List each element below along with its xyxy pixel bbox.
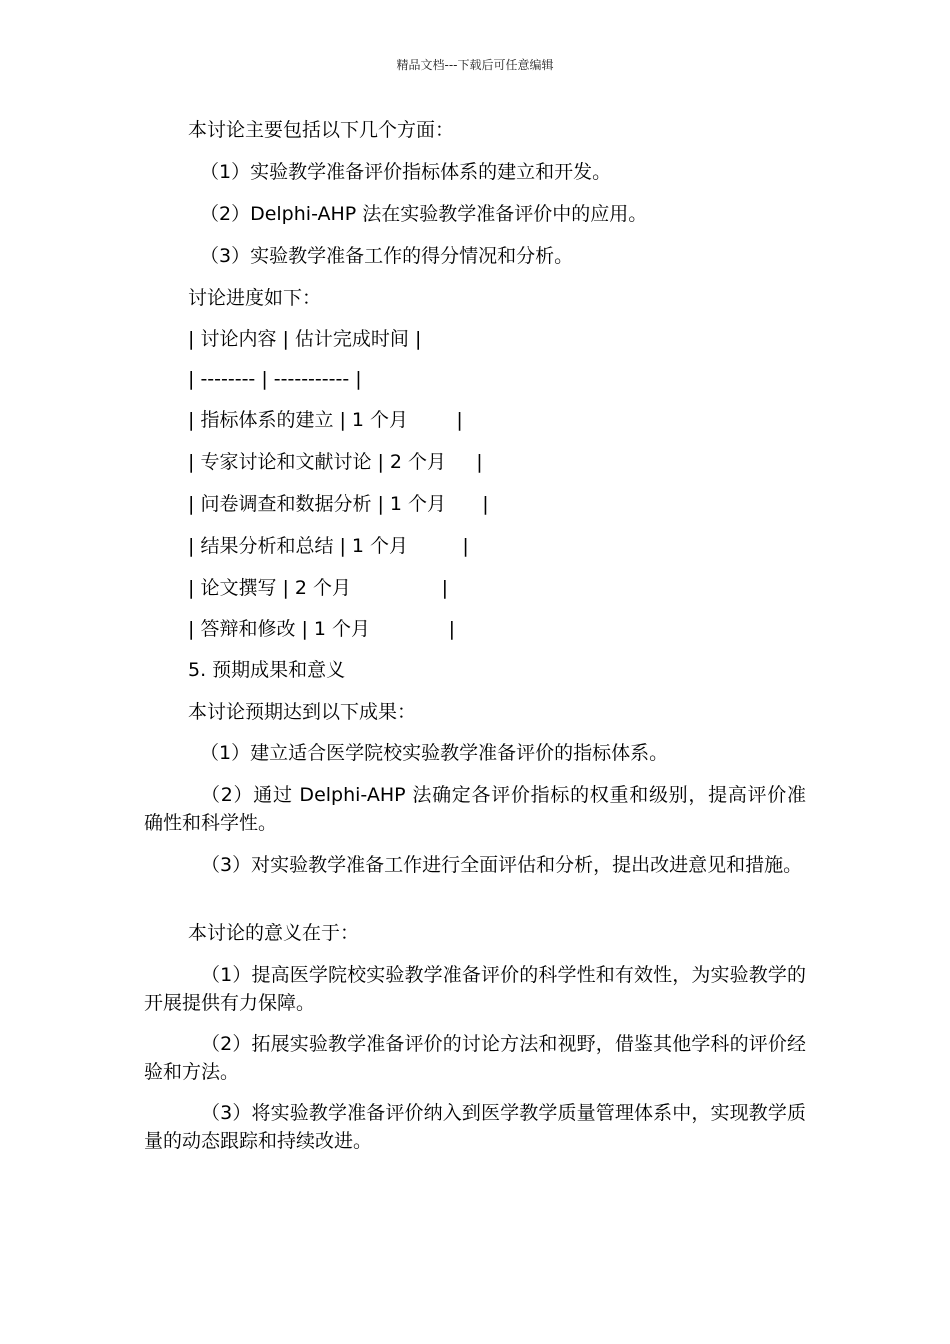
significance-item-3: （3）将实验教学准备评价纳入到医学教学质量管理体系中，实现教学质量的动态跟踪和持续改进。 [144,1102,806,1152]
table-row: | 问卷调查和数据分析 | 1 个月 | [188,493,489,515]
page-header: 精品文档---下载后可任意编辑 [396,58,554,72]
aspect-item-1: （1）实验教学准备评价指标体系的建立和开发。 [200,161,612,183]
table-row: | 结果分析和总结 | 1 个月 | [188,535,469,557]
schedule-intro: 讨论进度如下： [188,287,322,309]
intro-text: 本讨论主要包括以下几个方面： [188,119,455,141]
significance-intro: 本讨论的意义在于： [188,922,360,944]
table-header-row: | 讨论内容 | 估计完成时间 | [188,328,422,350]
result-item-2: （2）通过 Delphi-AHP 法确定各评价指标的权重和级别，提高评价准确性和科学性。 [144,784,806,834]
section-heading: 5. 预期成果和意义 [188,659,346,681]
significance-item-1: （1）提高医学院校实验教学准备评价的科学性和有效性，为实验教学的开展提供有力保障。 [144,964,806,1014]
aspect-item-3: （3）实验教学准备工作的得分情况和分析。 [200,245,574,267]
result-item-3: （3）对实验教学准备工作进行全面评估和分析，提出改进意见和措施。 [201,854,803,876]
results-intro: 本讨论预期达到以下成果： [188,701,417,723]
result-item-1: （1）建立适合医学院校实验教学准备评价的指标体系。 [200,742,669,764]
significance-item-2: （2）拓展实验教学准备评价的讨论方法和视野，借鉴其他学科的评价经验和方法。 [144,1033,806,1083]
table-row: | 专家讨论和文献讨论 | 2 个月 | [188,451,483,473]
table-row: | 指标体系的建立 | 1 个月 | [188,409,463,431]
table-separator-row: | -------- | ----------- | [188,368,362,390]
table-row: | 答辩和修改 | 1 个月 | [188,618,455,640]
aspect-item-2: （2）Delphi-AHP 法在实验教学准备评价中的应用。 [200,203,648,225]
table-row: | 论文撰写 | 2 个月 | [188,577,449,599]
